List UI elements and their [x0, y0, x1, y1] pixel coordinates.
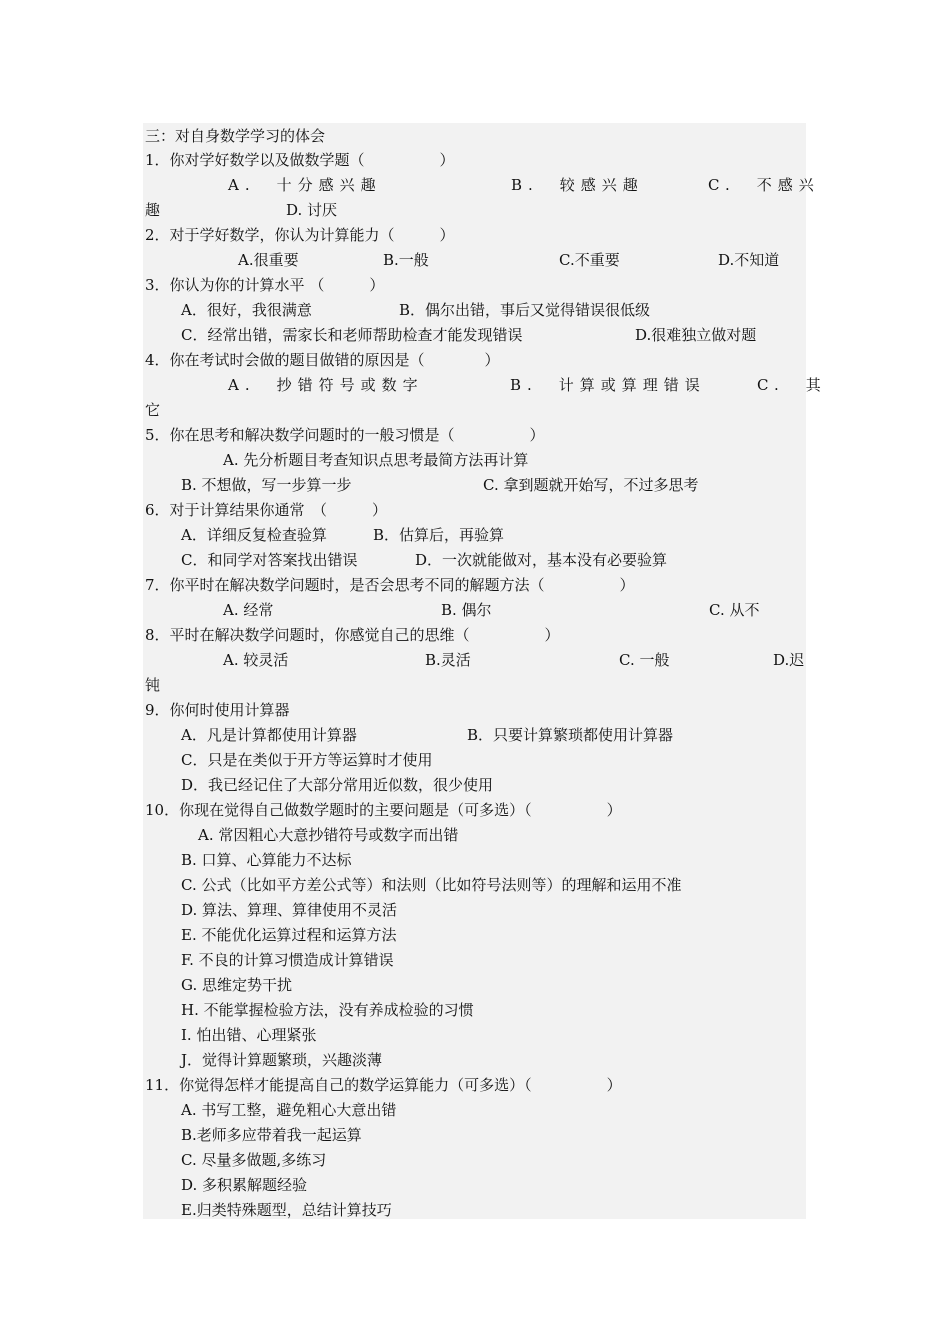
option-c: C. 不感兴 — [708, 176, 820, 194]
question-8-options — [143, 648, 806, 673]
question-6: 6．对于计算结果你通常 （ ） — [145, 501, 388, 519]
question-10-option-a: A. 常因粗心大意抄错符号或数字而出错 — [198, 826, 459, 844]
question-10-option-b: B. 口算、心算能力不达标 — [181, 851, 352, 869]
question-8: 8．平时在解决数学问题时，你感觉自己的思维（ ） — [145, 626, 560, 644]
question-7: 7．你平时在解决数学问题时，是否会思考不同的解题方法（ ） — [145, 576, 635, 594]
option-c: C.不重要 — [559, 251, 620, 269]
question-11-option-e: E.归类特殊题型，总结计算技巧 — [181, 1201, 392, 1219]
option-c-wrap: 趣 — [145, 201, 161, 219]
question-5-options-1 — [143, 448, 806, 473]
question-9: 9．你何时使用计算器 — [145, 701, 290, 719]
option-c: C. 拿到题就开始写，不过多思考 — [483, 476, 699, 494]
option-b: B.一般 — [383, 251, 429, 269]
option-a: A. 先分析题目考查知识点思考最简方法再计算 — [223, 451, 529, 469]
question-11-option-b: B.老师多应带着我一起运算 — [181, 1126, 362, 1144]
option-d: D. 讨厌 — [286, 201, 338, 219]
option-c: C. 从不 — [709, 601, 760, 619]
option-c-wrap: 它 — [145, 401, 161, 419]
option-d: D.迟 — [773, 651, 805, 669]
question-6-options-1 — [143, 523, 806, 548]
question-10-option-d: D. 算法、算理、算律使用不灵活 — [181, 901, 398, 919]
question-2: 2．对于学好数学，你认为计算能力（ ） — [145, 226, 455, 244]
option-a: A．详细反复检查验算 — [181, 526, 327, 544]
option-a: A．很好，我很满意 — [181, 301, 312, 319]
question-10-option-j: J．觉得计算题繁琐，兴趣淡薄 — [181, 1051, 383, 1069]
question-9-option-d: D．我已经记住了大部分常用近似数，很少使用 — [181, 776, 494, 794]
option-a: A. 十分感兴趣 — [228, 176, 382, 194]
option-b: B. 计算或算理错误 — [510, 376, 706, 394]
option-c: C. 其 — [757, 376, 827, 394]
question-3-options-1 — [143, 298, 806, 323]
question-10-option-g: G. 思维定势干扰 — [181, 976, 292, 994]
option-b: B．偶尔出错，事后又觉得错误很低级 — [399, 301, 651, 319]
option-b: B. 较感兴趣 — [511, 176, 644, 194]
option-b: B．估算后，再验算 — [373, 526, 505, 544]
question-4-options — [143, 373, 827, 398]
question-3-options-2 — [143, 323, 806, 348]
option-d: D.不知道 — [718, 251, 780, 269]
question-10-option-f: F. 不良的计算习惯造成计算错误 — [181, 951, 394, 969]
question-6-options-2 — [143, 548, 806, 573]
option-b: B．只要计算繁琐都使用计算器 — [467, 726, 674, 744]
question-10-option-i: I. 怕出错、心理紧张 — [181, 1026, 317, 1044]
question-1-options-cont — [143, 198, 806, 223]
question-5: 5．你在思考和解决数学问题时的一般习惯是（ ） — [145, 426, 545, 444]
question-4-options-cont — [143, 398, 806, 423]
option-c: C．经常出错，需家长和老师帮助检查才能发现错误 — [181, 326, 523, 344]
option-b: B.灵活 — [425, 651, 471, 669]
question-11: 11．你觉得怎样才能提高自己的数学运算能力（可多选）（ ） — [145, 1076, 622, 1094]
question-11-option-a: A. 书写工整，避免粗心大意出错 — [181, 1101, 397, 1119]
question-10-option-h: H. 不能掌握检验方法，没有养成检验的习惯 — [181, 1001, 474, 1019]
option-a: A. 较灵活 — [223, 651, 289, 669]
question-3: 3．你认为你的计算水平 （ ） — [145, 276, 385, 294]
question-4: 4．你在考试时会做的题目做错的原因是（ ） — [145, 351, 500, 369]
option-a: A．凡是计算都使用计算器 — [181, 726, 357, 744]
option-c: C．和同学对答案找出错误 — [181, 551, 358, 569]
question-11-option-d: D. 多积累解题经验 — [181, 1176, 308, 1194]
option-d: D.很难独立做对题 — [635, 326, 757, 344]
option-b: B. 不想做，写一步算一步 — [181, 476, 352, 494]
question-9-option-c: C．只是在类似于开方等运算时才使用 — [181, 751, 433, 769]
question-10: 10．你现在觉得自己做数学题时的主要问题是（可多选）（ ） — [145, 801, 622, 819]
question-9-options-1 — [143, 723, 806, 748]
option-a: A. 经常 — [223, 601, 274, 619]
option-c: C. 一般 — [619, 651, 670, 669]
option-d: D．一次就能做对，基本没有必要验算 — [415, 551, 668, 569]
option-b: B. 偶尔 — [441, 601, 492, 619]
question-5-options-2 — [143, 473, 806, 498]
question-2-options — [143, 248, 806, 273]
questionnaire-page — [143, 123, 827, 1219]
question-1-options — [143, 173, 820, 198]
question-1: 1．你对学好数学以及做数学题（ ） — [145, 151, 455, 169]
option-a: A. 抄错符号或数字 — [228, 376, 424, 394]
question-7-options — [143, 598, 806, 623]
question-11-option-c: C. 尽量多做题,多练习 — [181, 1151, 327, 1169]
section-title: 三：对自身数学学习的体会 — [145, 127, 326, 145]
question-10-option-c: C. 公式（比如平方差公式等）和法则（比如符号法则等）的理解和运用不准 — [181, 876, 682, 894]
option-d-wrap: 钝 — [145, 676, 161, 694]
question-8-options-cont — [143, 673, 806, 698]
option-a: A.很重要 — [238, 251, 299, 269]
question-10-option-e: E. 不能优化运算过程和运算方法 — [181, 926, 397, 944]
